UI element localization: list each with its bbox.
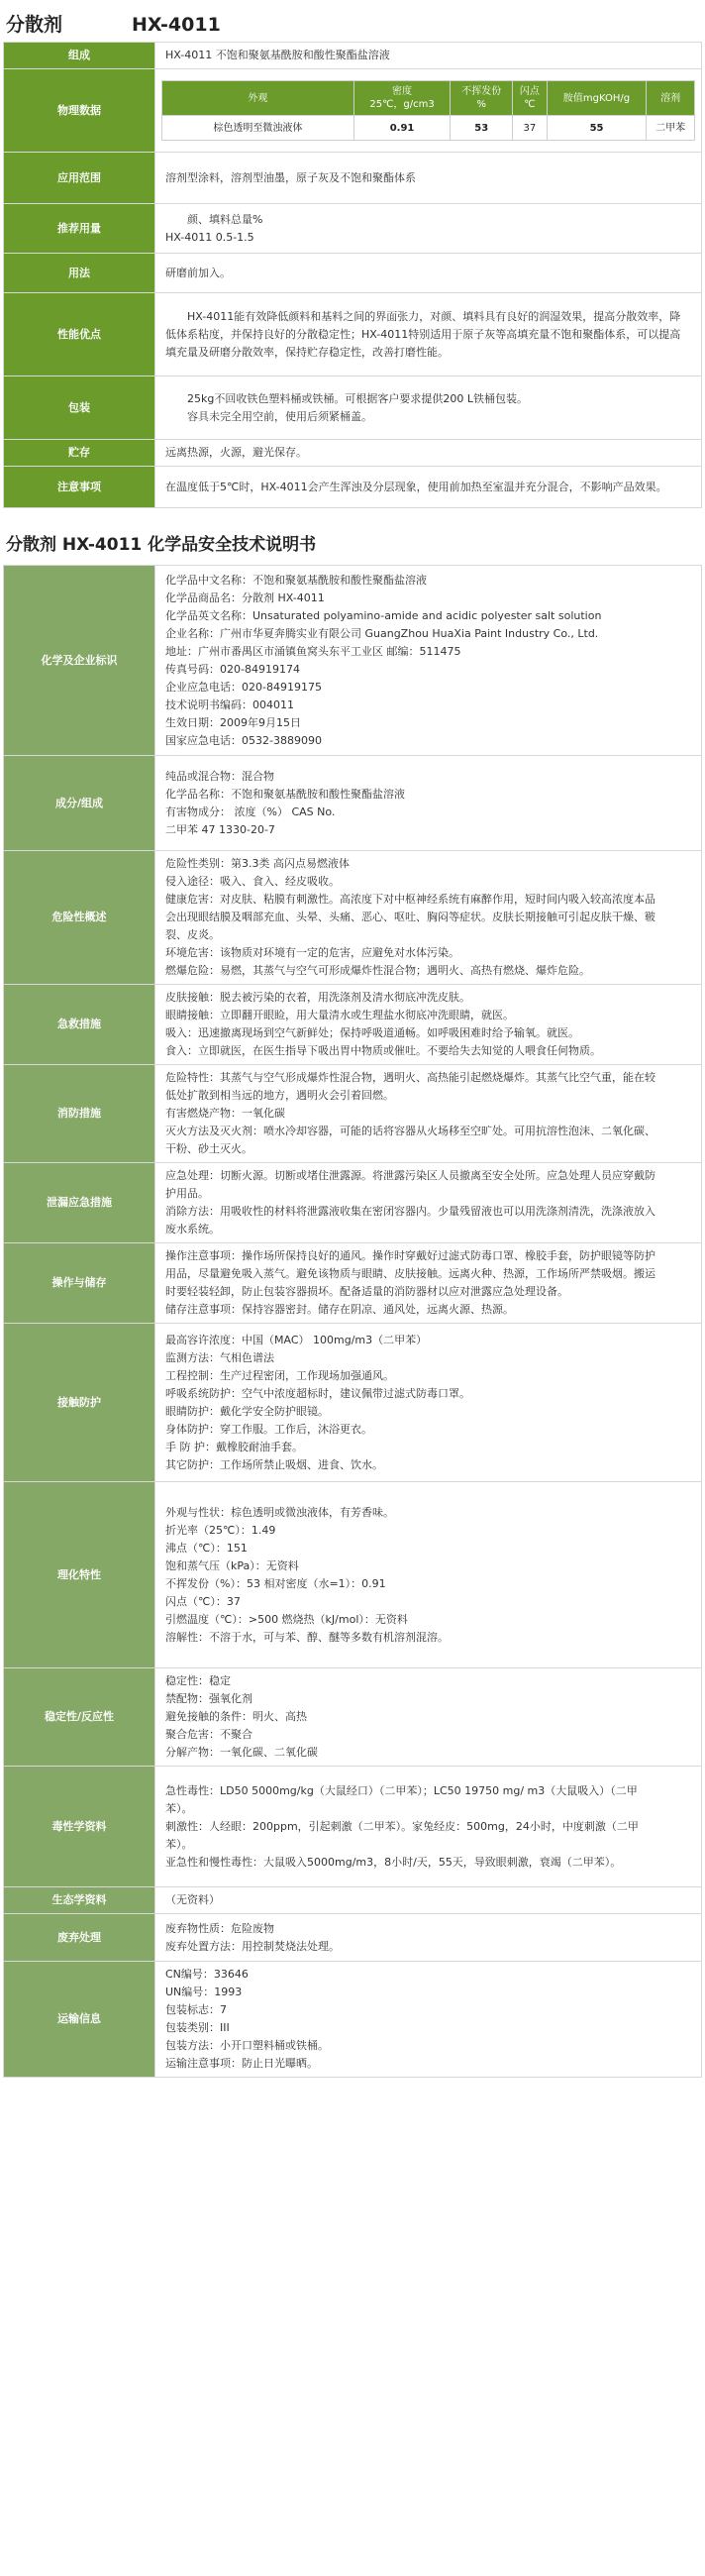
msds-line: 环境危害：该物质对环境有一定的危害，应避免对水体污染。: [165, 946, 459, 959]
msds-section-content: [155, 985, 702, 1065]
msds-line: 用品，尽量避免吸入蒸气。避免该物质与眼睛、皮肤接触。远离火种、热源，工作场所严禁吸烟。搬运: [165, 1267, 655, 1280]
msds-line: 食入：立即就医，在医生指导下吸出胃中物质或催吐。不要给失去知觉的人喂食任何物质。: [165, 1044, 601, 1057]
physical-value-cell: 二甲苯: [647, 116, 695, 141]
msds-section-content: [155, 1914, 702, 1962]
msds-line: 运输注意事项：防止日光曝晒。: [165, 2057, 318, 2070]
msds-line: 企业名称：广州市华夏奔腾实业有限公司 GuangZhou HuaXia Paint Industry Co., Ltd.: [165, 626, 599, 640]
spec-row-application: [4, 153, 702, 204]
msds-line: 危险性类别：第3.3类 高闪点易燃液体: [165, 857, 350, 870]
product-name: 分散剂: [6, 14, 63, 36]
msds-line: 废水系统。: [165, 1223, 220, 1235]
physical-header-cell: 溶剂: [647, 81, 695, 116]
msds-section-content: [155, 566, 702, 756]
msds-line: 危险特性：其蒸气与空气形成爆炸性混合物，遇明火、高热能引起燃烧爆炸。其蒸气比空气重，能在较: [165, 1071, 655, 1084]
msds-line: 有害物成分： 浓度（%） CAS No.: [165, 805, 336, 818]
msds-section-content: [155, 1324, 702, 1482]
msds-line: 燃爆危险：易燃，其蒸气与空气可形成爆炸性混合物；遇明火、高热有燃烧、爆炸危险。: [165, 964, 590, 977]
msds-line: 储存注意事项：保持容器密封。储存在阴凉、通风处，远离火源、热源。: [165, 1303, 514, 1316]
msds-line: 苯）。: [165, 1801, 193, 1815]
spec-label: 贮存: [4, 440, 155, 467]
physical-header-cell: 密度 25℃，g/cm3: [353, 81, 451, 116]
msds-line: 急性毒性：LD50 5000mg/kg（大鼠经口）（二甲苯）；LC50 19750 mg/ m3（大鼠吸入）（二甲: [165, 1783, 638, 1797]
spec-label: 物理数据: [4, 69, 155, 153]
msds-section: [4, 1767, 702, 1887]
physical-value-cell: 0.91: [353, 116, 451, 141]
msds-line: 身体防护：穿工作服。工作后，沐浴更衣。: [165, 1422, 372, 1436]
spec-row-packaging: [4, 376, 702, 440]
msds-section-content: [155, 1065, 702, 1163]
msds-section-content: [155, 1668, 702, 1767]
msds-line: 废弃处置方法：用控制焚烧法处理。: [165, 1939, 340, 1953]
spec-label: 包装: [4, 376, 155, 440]
msds-line: 不挥发份（%）：53 相对密度（水=1）：0.91: [165, 1576, 386, 1590]
msds-line: 侵入途径：吸入、食入、经皮吸收。: [165, 875, 340, 888]
msds-section-label: 急救措施: [4, 985, 155, 1065]
msds-line: 化学品商品名：分散剂 HX-4011: [165, 590, 325, 604]
msds-line: （无资料）: [165, 1893, 220, 1906]
spec-label: 注意事项: [4, 467, 155, 508]
msds-section: [4, 1324, 702, 1482]
physical-value-cell: 55: [547, 116, 646, 141]
msds-line: 化学品英文名称：Unsaturated polyamino-amide and acidic polyester salt solution: [165, 608, 602, 622]
spec-value: 颜、填料总量% HX-4011 0.5-1.5: [155, 204, 702, 254]
msds-line: 包装类别：III: [165, 2021, 230, 2034]
msds-line: 稳定性：稳定: [165, 1674, 231, 1687]
msds-line: 折光率（25℃）：1.49: [165, 1523, 276, 1537]
msds-line: 企业应急电话：020-84919175: [165, 680, 322, 694]
spec-row-advantages: [4, 293, 702, 376]
msds-section-label: 接触防护: [4, 1324, 155, 1482]
msds-section-label: 运输信息: [4, 1962, 155, 2078]
msds-line: 外观与性状：棕色透明或微浊液体，有芳香味。: [165, 1505, 394, 1519]
msds-section: [4, 851, 702, 985]
msds-section-label: 毒性学资料: [4, 1767, 155, 1887]
msds-line: 手 防 护：戴橡胶耐油手套。: [165, 1440, 303, 1453]
physical-value-cell: 53: [451, 116, 513, 141]
msds-line: 灭火方法及灭火剂：喷水冷却容器，可能的话将容器从火场移至空旷处。可用抗溶性泡沫、二氧化碳、: [165, 1125, 655, 1137]
spec-table: [3, 42, 702, 508]
spec-value: 在温度低于5℃时，HX-4011会产生浑浊及分层现象，使用前加热至室温并充分混合，不影响产品效果。: [155, 467, 702, 508]
spec-value: 25kg不回收铁色塑料桶或铁桶。可根据客户要求提供200 L铁桶包装。 容具未完全用空前，使用后须紧桶盖。: [155, 376, 702, 440]
physical-data-table: [161, 80, 695, 141]
spec-label: 用法: [4, 254, 155, 293]
msds-section: [4, 1482, 702, 1668]
msds-section: [4, 1887, 702, 1914]
msds-line: 皮肤接触：脱去被污染的衣着，用洗涤剂及清水彻底冲洗皮肤。: [165, 991, 470, 1004]
msds-line: CN编号：33646: [165, 1968, 249, 1981]
msds-line: 溶解性：不溶于水，可与苯、醇、醚等多数有机溶剂混溶。: [165, 1630, 449, 1644]
msds-section-content: [155, 756, 702, 851]
msds-line: 眼睛防护：戴化学安全防护眼镜。: [165, 1404, 329, 1418]
physical-header-cell: 不挥发份 %: [451, 81, 513, 116]
msds-section: [4, 1914, 702, 1962]
spec-value: HX-4011能有效降低颜料和基料之间的界面张力，对颜、填料具有良好的润湿效果，提高分散效率，降低体系粘度，并保持良好的分散稳定性；HX-4011特别适用于原子灰等高填充量不饱和聚酯体系，可以提高填充量及研磨分散效率，保持贮存稳定性，改善打磨性能。: [155, 293, 702, 376]
product-heading: [0, 0, 705, 42]
spec-row-notes: [4, 467, 702, 508]
msds-section: [4, 1962, 702, 2078]
msds-section-content: [155, 1482, 702, 1668]
msds-section: [4, 985, 702, 1065]
msds-section-content: [155, 851, 702, 985]
spec-label: 组成: [4, 43, 155, 69]
msds-line: 引燃温度（℃）：>500 燃烧热（kJ/mol）：无资料: [165, 1612, 408, 1626]
msds-line: 废弃物性质：危险废物: [165, 1921, 274, 1935]
msds-line: 有害燃烧产物：一氧化碳: [165, 1107, 285, 1120]
msds-section-label: 理化特性: [4, 1482, 155, 1668]
spec-label: 应用范围: [4, 153, 155, 204]
msds-line: 化学品名称：不饱和聚氨基酰胺和酸性聚酯盐溶液: [165, 787, 405, 801]
product-model: HX-4011: [132, 14, 221, 36]
msds-line: 纯品或混合物：混合物: [165, 769, 274, 783]
msds-line: 监测方法：气相色谱法: [165, 1350, 274, 1364]
msds-line: 最高容许浓度：中国（MAC） 100mg/m3（二甲苯）: [165, 1333, 428, 1346]
msds-line: 避免接触的条件：明火、高热: [165, 1710, 307, 1723]
msds-line: 生效日期：2009年9月15日: [165, 715, 301, 729]
msds-line: 化学品中文名称：不饱和聚氨基酰胺和酸性聚酯盐溶液: [165, 573, 427, 587]
msds-line: 传真号码：020-84919174: [165, 662, 300, 676]
msds-section: [4, 756, 702, 851]
msds-line: 低处扩散到相当远的地方，遇明火会引着回燃。: [165, 1089, 394, 1102]
spec-value: HX-4011 不饱和聚氨基酰胺和酸性聚酯盐溶液: [155, 43, 702, 69]
spec-row-usage: [4, 254, 702, 293]
msds-line: 工程控制：生产过程密闭，工作现场加强通风。: [165, 1368, 394, 1382]
physical-header-cell: 闪点 ℃: [513, 81, 548, 116]
physical-value-cell: 37: [513, 116, 548, 141]
spec-label: 推荐用量: [4, 204, 155, 254]
spec-value: 远离热源，火源，避光保存。: [155, 440, 702, 467]
msds-section-content: [155, 1887, 702, 1914]
msds-line: 干粉、砂土灭火。: [165, 1142, 252, 1155]
msds-section: [4, 1668, 702, 1767]
msds-line: 时要轻装轻卸，防止包装容器损坏。配备适量的消防器材以应对泄露应急处理设备。: [165, 1285, 568, 1298]
msds-table: [3, 565, 702, 2078]
msds-line: 裂、皮炎。: [165, 928, 220, 941]
msds-section: [4, 1065, 702, 1163]
msds-line: 饱和蒸气压（kPa）：无资料: [165, 1558, 299, 1572]
msds-line: UN编号：1993: [165, 1986, 243, 1998]
physical-header-cell: 胺值mgKOH/g: [547, 81, 646, 116]
msds-line: 二甲苯 47 1330-20-7: [165, 822, 275, 836]
msds-section: [4, 1163, 702, 1243]
msds-section-label: 废弃处理: [4, 1914, 155, 1962]
msds-line: 禁配物：强氧化剂: [165, 1692, 252, 1705]
msds-line: 地址：广州市番禺区市涌镇鱼窝头东平工业区 邮编：511475: [165, 644, 461, 658]
msds-line: 吸入：迅速撤离现场到空气新鲜处；保持呼吸道通畅。如呼吸困难时给予输氧。就医。: [165, 1026, 579, 1039]
msds-line: 操作注意事项：操作场所保持良好的通风。操作时穿戴好过滤式防毒口罩、橡胶手套，防护眼镜等防护: [165, 1249, 655, 1262]
msds-line: 刺激性：人经眼：200ppm，引起刺激（二甲苯）。家兔经皮：500mg，24小时，中度刺激（二甲: [165, 1819, 639, 1833]
msds-section-content: [155, 1243, 702, 1324]
msds-section-label: 稳定性/反应性: [4, 1668, 155, 1767]
msds-section-content: [155, 1962, 702, 2078]
physical-value-cell: 棕色透明至微浊液体: [162, 116, 354, 141]
msds-section-label: 危险性概述: [4, 851, 155, 985]
spec-row-composition: [4, 43, 702, 69]
msds-section-label: 化学及企业标识: [4, 566, 155, 756]
msds-section-label: 生态学资料: [4, 1887, 155, 1914]
physical-header-cell: 外观: [162, 81, 354, 116]
msds-line: 包装标志：7: [165, 2003, 227, 2016]
msds-section-label: 泄漏应急措施: [4, 1163, 155, 1243]
msds-section-label: 消防措施: [4, 1065, 155, 1163]
msds-line: 苯）。: [165, 1837, 193, 1851]
msds-line: 分解产物：一氧化碳、二氧化碳: [165, 1746, 318, 1759]
msds-section-content: [155, 1767, 702, 1887]
msds-line: 技术说明书编码：004011: [165, 698, 294, 711]
msds-line: 其它防护：工作场所禁止吸烟、进食、饮水。: [165, 1457, 383, 1471]
msds-section-label: 操作与储存: [4, 1243, 155, 1324]
msds-section-content: [155, 1163, 702, 1243]
msds-section: [4, 1243, 702, 1324]
msds-line: 眼睛接触：立即翻开眼睑，用大量清水或生理盐水彻底冲洗眼睛，就医。: [165, 1009, 514, 1021]
msds-line: 护用品。: [165, 1187, 209, 1200]
msds-line: 国家应急电话：0532-3889090: [165, 733, 322, 747]
msds-section: [4, 566, 702, 756]
msds-title: 分散剂 HX-4011 化学品安全技术说明书: [6, 535, 317, 555]
msds-line: 应急处理：切断火源。切断或堵住泄露源。将泄露污染区人员撤离至安全处所。应急处理人员应穿戴防: [165, 1169, 655, 1182]
spec-row-dosage: [4, 204, 702, 254]
msds-line: 呼吸系统防护：空气中浓度超标时，建议佩带过滤式防毒口罩。: [165, 1386, 470, 1400]
spec-row-physical: [4, 69, 702, 153]
msds-line: 健康危害：对皮肤、粘膜有刺激性。高浓度下对中枢神经系统有麻醉作用，短时间内吸入较高浓度本品: [165, 893, 655, 906]
spec-row-storage: [4, 440, 702, 467]
msds-line: 会出现眼结膜及咽部充血、头晕、头痛、恶心、呕吐、胸闷等症状。皮肤长期接触可引起皮肤干燥、皲: [165, 911, 655, 923]
msds-section-label: 成分/组成: [4, 756, 155, 851]
msds-line: 闪点（℃）：37: [165, 1594, 241, 1608]
spec-label: 性能优点: [4, 293, 155, 376]
spec-value: 溶剂型涂料，溶剂型油墨，原子灰及不饱和聚酯体系: [155, 153, 702, 204]
msds-line: 亚急性和慢性毒性：大鼠吸入5000mg/m3，8小时/天，55天，导致眼刺激，衰竭（二甲苯）。: [165, 1855, 622, 1869]
msds-line: 消除方法：用吸收性的材料将泄露液收集在密闭容器内。少量残留液也可以用洗涤剂清洗，洗涤液放入: [165, 1205, 655, 1218]
spec-value: 研磨前加入。: [155, 254, 702, 293]
msds-line: 包装方法：小开口塑料桶或铁桶。: [165, 2039, 329, 2052]
msds-line: 沸点（℃）：151: [165, 1541, 248, 1555]
msds-line: 聚合危害：不聚合: [165, 1728, 252, 1741]
